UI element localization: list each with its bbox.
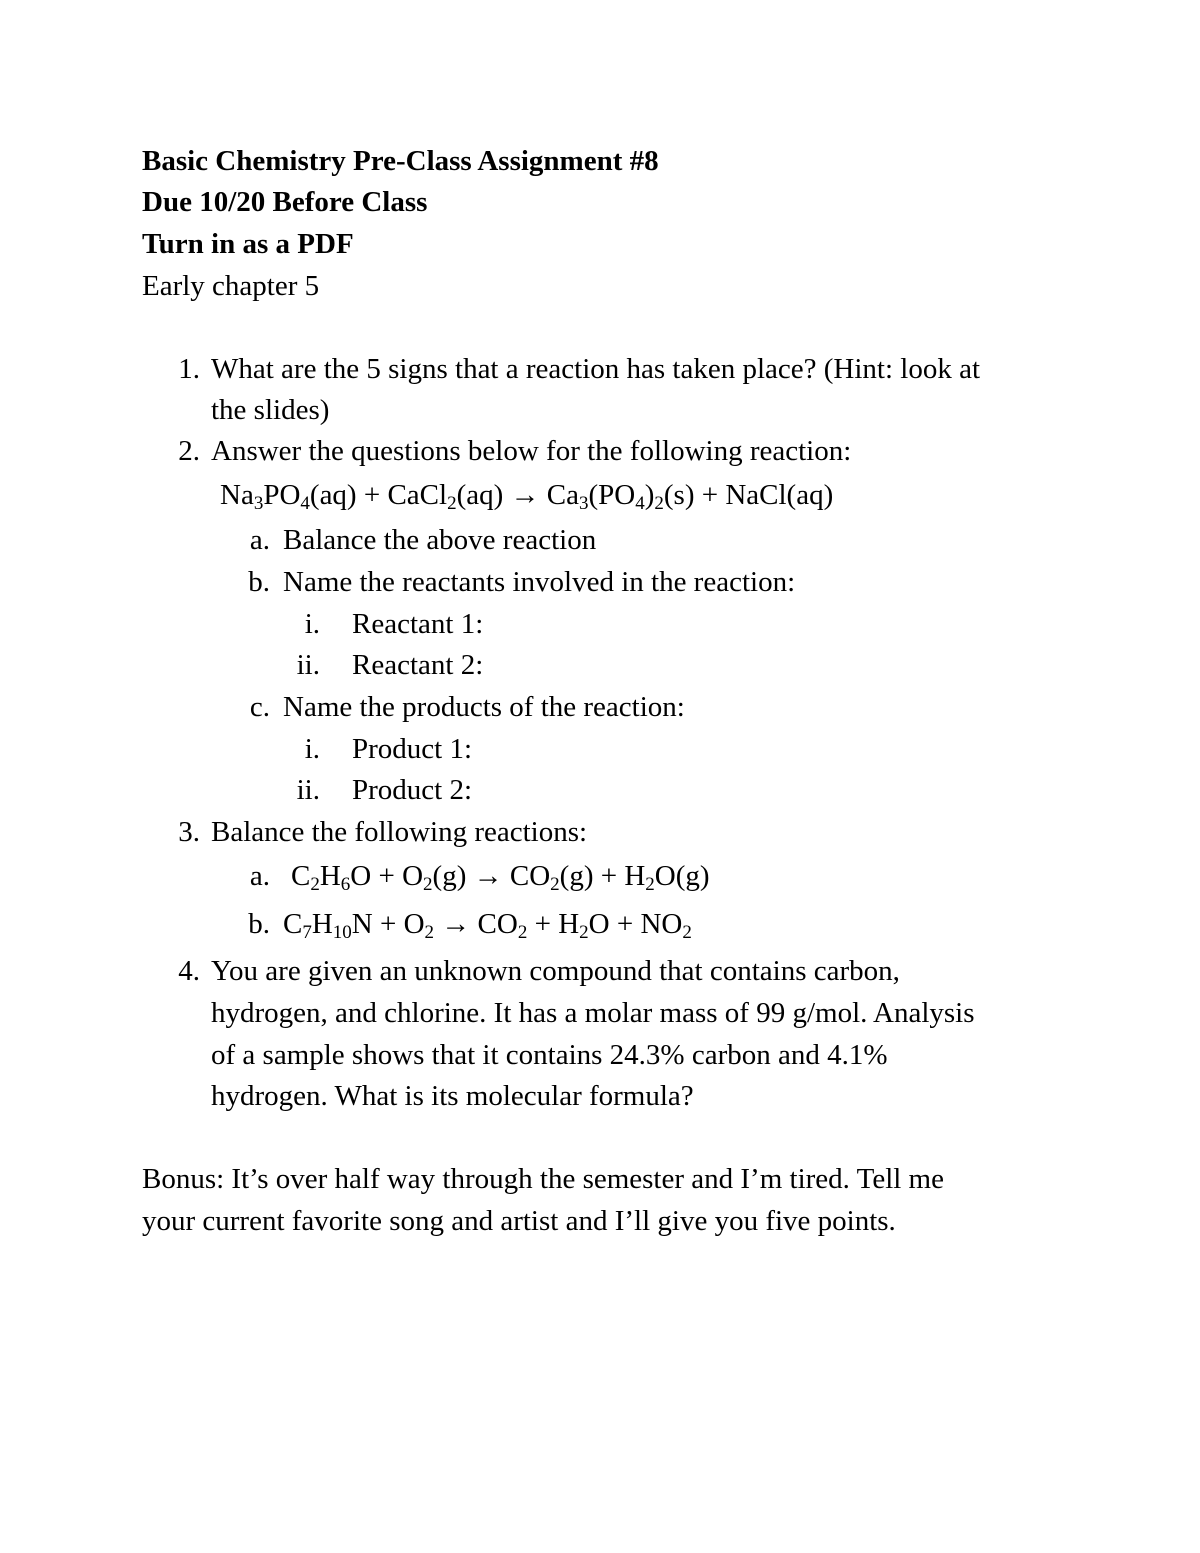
assignment-title: Basic Chemistry Pre-Class Assignment #8 bbox=[142, 145, 659, 177]
reactant-2-prompt: Reactant 2: bbox=[352, 649, 484, 681]
question-3a-equation: $C_2H_6O + O_2(g) \to CO_2(g) + H_2O(g)$ bbox=[291, 860, 710, 895]
question-3-number: 3. bbox=[178, 816, 200, 848]
bonus-line-2: your current favorite song and artist and I’ll give you five points. bbox=[142, 1205, 896, 1237]
question-4-line-1: You are given an unknown compound that contains carbon, bbox=[211, 955, 900, 987]
question-2b-text: Name the reactants involved in the reaction: bbox=[283, 566, 796, 598]
question-2b-label: b. bbox=[248, 566, 270, 598]
due-date: Due 10/20 Before Class bbox=[142, 186, 428, 218]
question-4-line-4: hydrogen. What is its molecular formula? bbox=[211, 1080, 694, 1112]
question-2-equation: $Na_3PO_4(aq)$ + CaCl$_2$(aq) → $Ca_3(PO_4)_2(s)$ + NaCl(aq) bbox=[220, 479, 834, 514]
question-2c-text: Name the products of the reaction: bbox=[283, 691, 685, 723]
product-2-prompt: Product 2: bbox=[352, 774, 473, 806]
submission-format: Turn in as a PDF bbox=[142, 228, 354, 260]
question-1-number: 1. bbox=[178, 353, 200, 385]
question-2-text: Answer the questions below for the following reaction: bbox=[211, 435, 852, 467]
question-1-line-2: the slides) bbox=[211, 394, 330, 426]
product-1-prompt: Product 1: bbox=[352, 733, 473, 765]
question-3b-equation: $C_7H_{10}N + O_2 \to CO_2 + H_2O + NO_2$ bbox=[283, 908, 692, 943]
question-2a-label: a. bbox=[249, 524, 270, 556]
question-2a-text: Balance the above reaction bbox=[283, 524, 597, 556]
question-3a-label: a. bbox=[249, 860, 270, 892]
question-2-number: 2. bbox=[178, 435, 200, 467]
bonus-line-1: Bonus: It’s over half way through the semester and I’m tired. Tell me bbox=[142, 1163, 944, 1195]
question-4-line-2: hydrogen, and chlorine. It has a molar mass of 99 g/mol. Analysis bbox=[211, 997, 975, 1029]
question-2b-ii-label: ii. bbox=[296, 649, 320, 681]
question-3-text: Balance the following reactions: bbox=[211, 816, 588, 848]
question-3b-label: b. bbox=[248, 908, 270, 940]
question-2c-label: c. bbox=[249, 691, 270, 723]
question-4-line-3: of a sample shows that it contains 24.3% carbon and 4.1% bbox=[211, 1039, 888, 1071]
question-2c-ii-label: ii. bbox=[296, 774, 320, 806]
question-4-number: 4. bbox=[178, 955, 200, 987]
chapter-note: Early chapter 5 bbox=[142, 270, 320, 302]
question-2c-i-label: i. bbox=[304, 733, 320, 765]
reactant-1-prompt: Reactant 1: bbox=[352, 608, 484, 640]
question-2b-i-label: i. bbox=[304, 608, 320, 640]
question-1-line-1: What are the 5 signs that a reaction has taken place? (Hint: look at bbox=[211, 353, 981, 385]
